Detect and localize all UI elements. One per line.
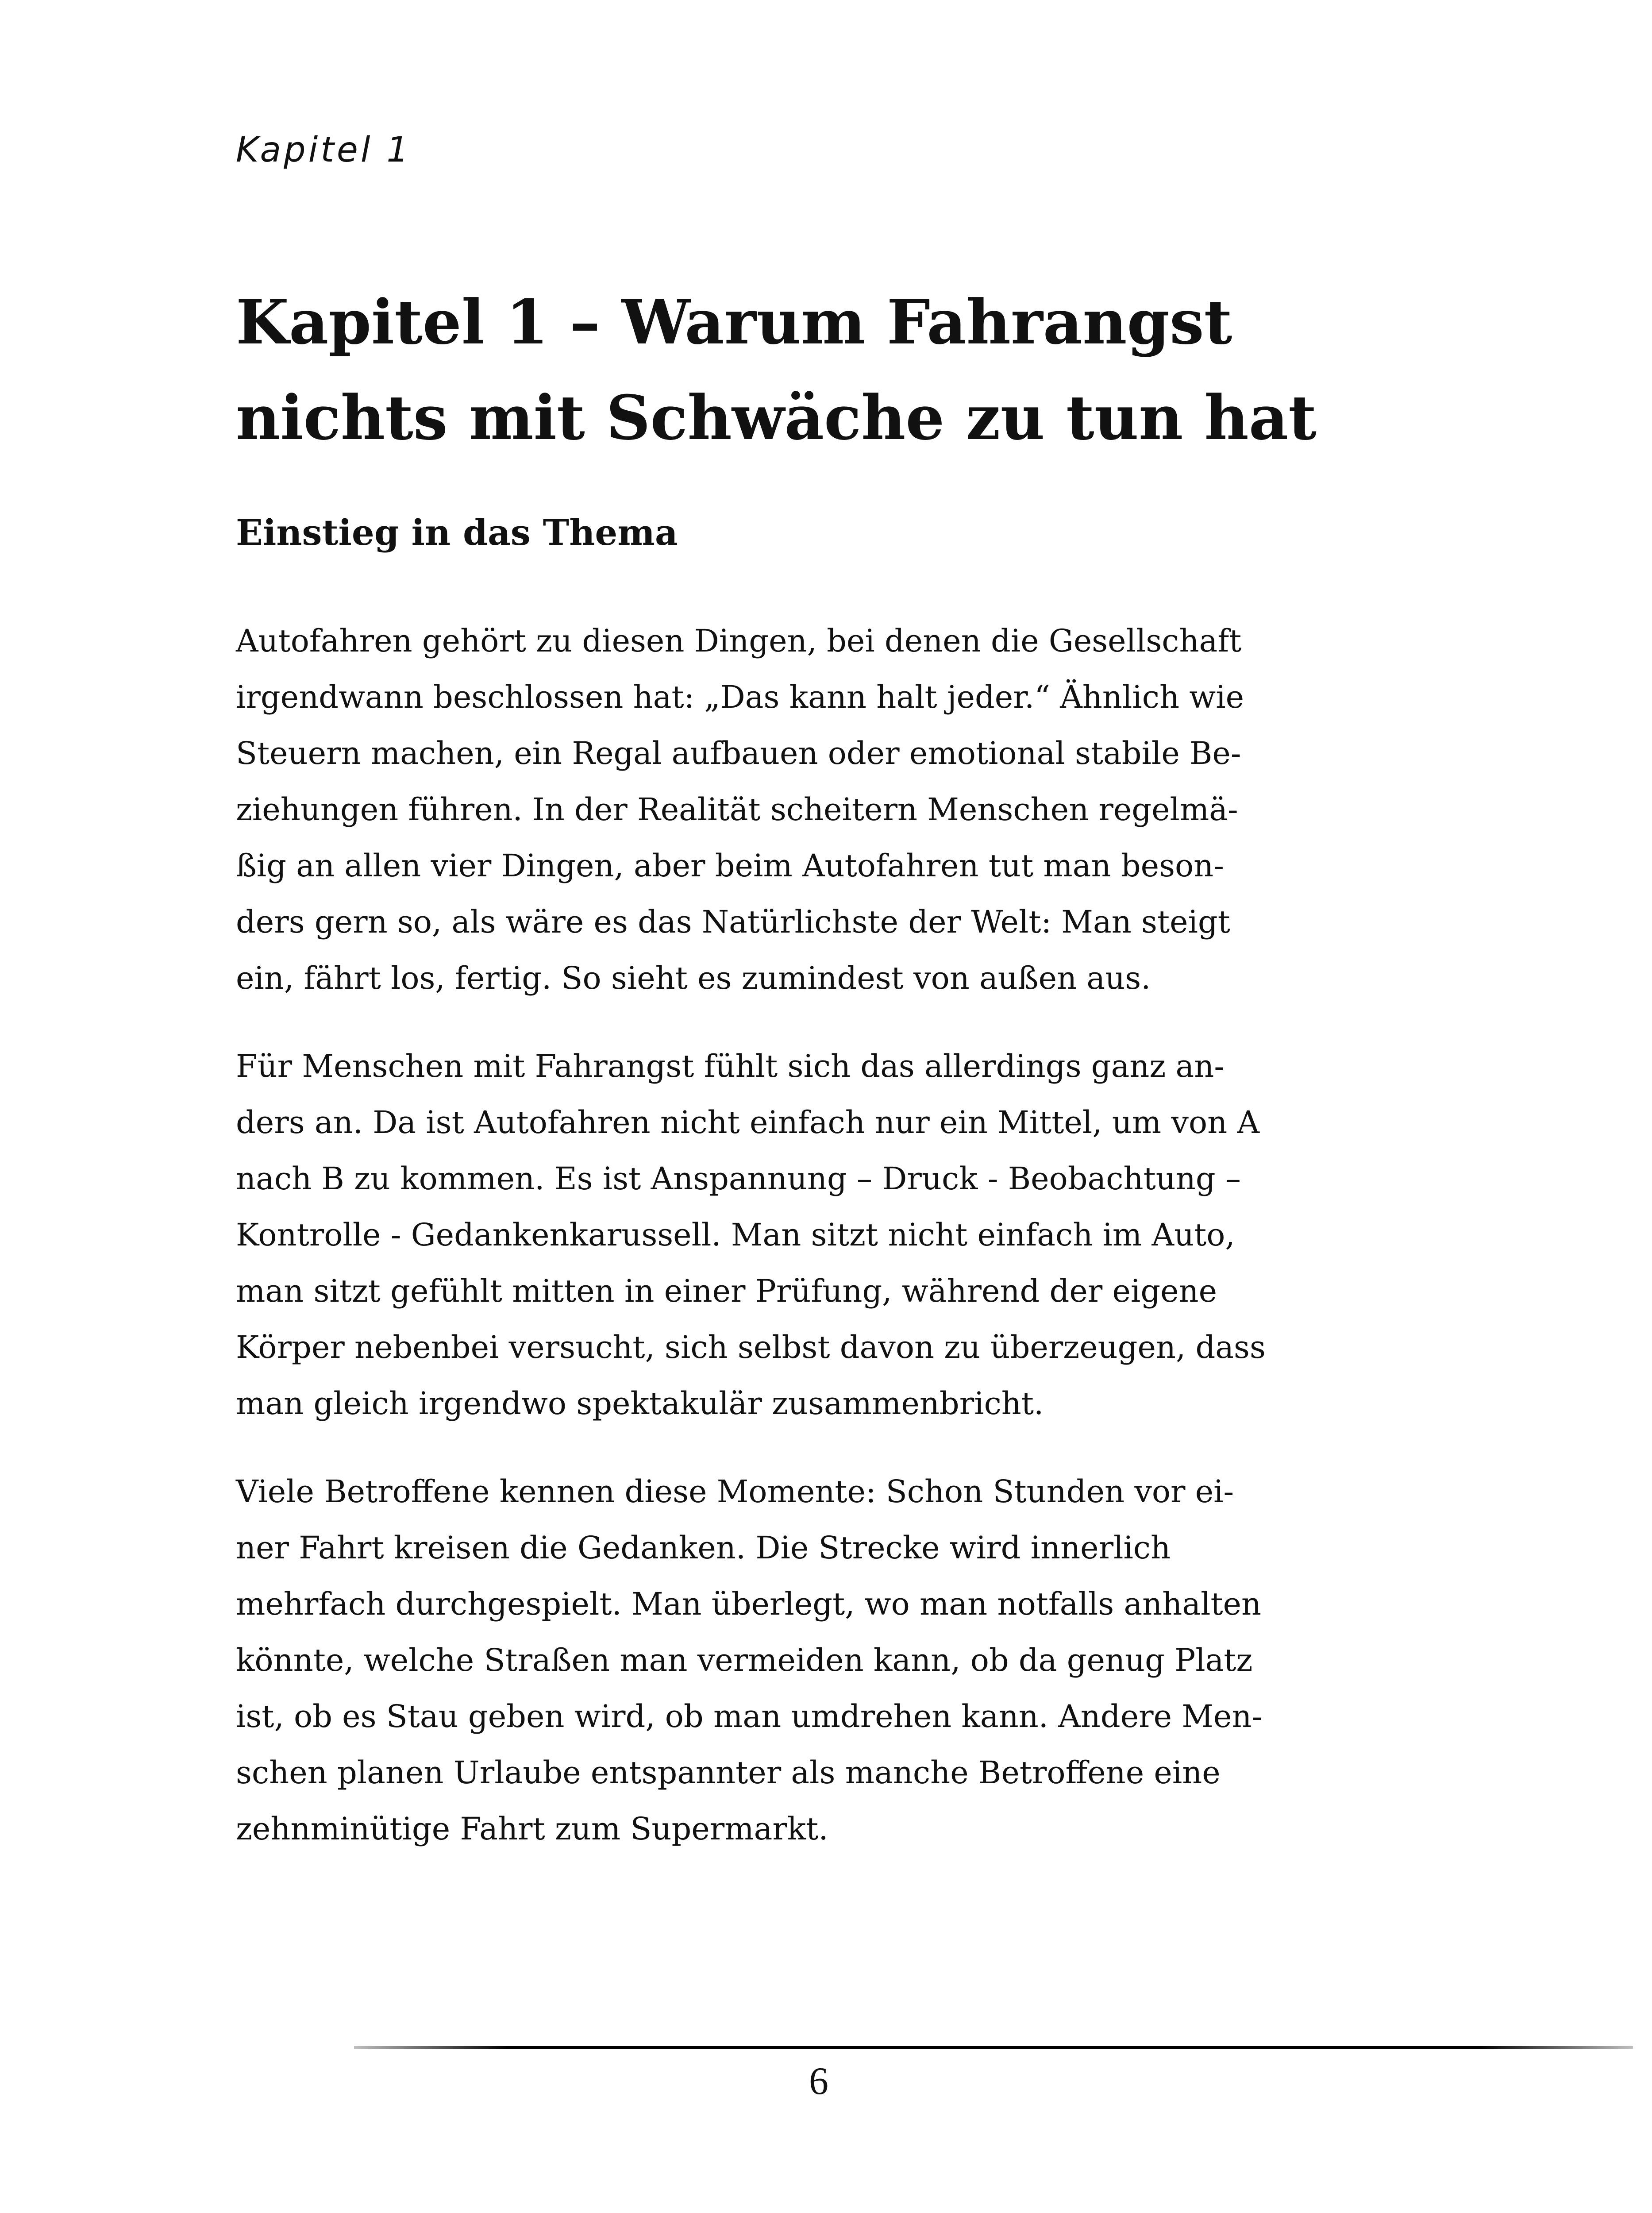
text-line: Kontrolle - Gedankenkarussell. Man sitzt nicht einfach im Auto, bbox=[236, 1217, 1235, 1253]
text-line: nach B zu kommen. Es ist Anspannung – Druck - Beobachtung – bbox=[236, 1160, 1241, 1197]
text-line: Steuern machen, ein Regal aufbauen oder emotional stabile Be- bbox=[236, 735, 1241, 771]
chapter-title-line: nichts mit Schwäche zu tun hat bbox=[236, 382, 1317, 454]
text-line: könnte, welche Straßen man vermeiden kann, ob da genug Platz bbox=[236, 1642, 1253, 1678]
paragraph-1 bbox=[236, 613, 1413, 1006]
text-line: man sitzt gefühlt mitten in einer Prüfung, während der eigene bbox=[236, 1273, 1217, 1309]
text-line: ders gern so, als wäre es das Natürlichste der Welt: Man steigt bbox=[236, 904, 1230, 940]
text-line: ßig an allen vier Dingen, aber beim Autofahren tut man beson- bbox=[236, 848, 1224, 884]
footer-divider bbox=[354, 2046, 1633, 2049]
paragraph-2 bbox=[236, 1038, 1413, 1432]
text-line: zehnminütige Fahrt zum Supermarkt. bbox=[236, 1811, 828, 1847]
text-line: ders an. Da ist Autofahren nicht einfach nur ein Mittel, um von A bbox=[236, 1104, 1260, 1141]
text-line: Autofahren gehört zu diesen Dingen, bei denen die Gesellschaft bbox=[236, 623, 1242, 659]
section-heading: Einstieg in das Thema bbox=[236, 512, 678, 553]
text-line: ziehungen führen. In der Realität scheitern Menschen regelmä- bbox=[236, 791, 1238, 828]
text-line: Körper nebenbei versucht, sich selbst davon zu überzeugen, dass bbox=[236, 1329, 1266, 1365]
text-line: schen planen Urlaube entspannter als manche Betroffene eine bbox=[236, 1754, 1221, 1791]
text-line: irgendwann beschlossen hat: „Das kann halt jeder.“ Ähnlich wie bbox=[236, 679, 1244, 715]
text-line: Für Menschen mit Fahrangst fühlt sich das allerdings ganz an- bbox=[236, 1048, 1225, 1084]
text-line: ein, fährt los, fertig. So sieht es zumindest von außen aus. bbox=[236, 960, 1151, 996]
text-line: man gleich irgendwo spektakulär zusammenbricht. bbox=[236, 1385, 1044, 1422]
text-line: ner Fahrt kreisen die Gedanken. Die Strecke wird innerlich bbox=[236, 1530, 1171, 1566]
page-number: 6 bbox=[809, 2060, 828, 2103]
chapter-title bbox=[236, 274, 1497, 466]
text-line: mehrfach durchgespielt. Man überlegt, wo man notfalls anhalten bbox=[236, 1586, 1262, 1622]
running-header: Kapitel 1 bbox=[236, 130, 412, 170]
text-line: Viele Betroffene kennen diese Momente: Schon Stunden vor ei- bbox=[236, 1473, 1234, 1510]
chapter-title-line: Kapitel 1 – Warum Fahrangst bbox=[236, 286, 1232, 358]
body-text bbox=[236, 613, 1413, 1889]
paragraph-3 bbox=[236, 1464, 1413, 1857]
text-line: ist, ob es Stau geben wird, ob man umdrehen kann. Andere Men- bbox=[236, 1698, 1263, 1735]
